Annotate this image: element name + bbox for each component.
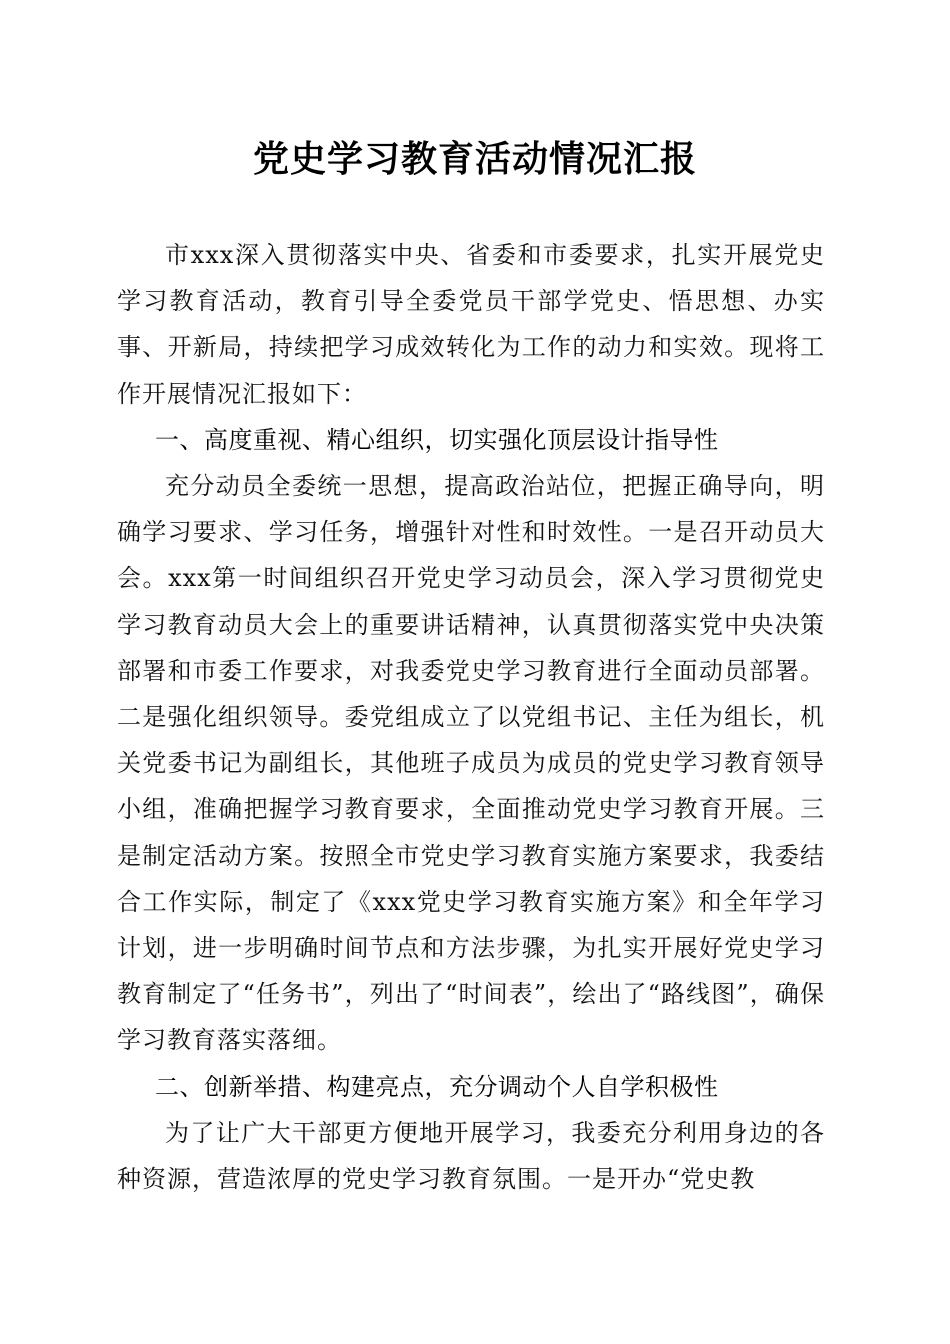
document-body [117, 232, 825, 1202]
intro-paragraph: 市xxx深入贯彻落实中央、省委和市委要求，扎实开展党史学习教育活动，教育引导全委党员干部学党史、悟思想、办实事、开新局，持续把学习成效转化为工作的动力和实效。现将工作开展情况汇报如下： [117, 241, 825, 408]
section-2-paragraph: 为了让广大干部更方便地开展学习，我委充分利用身边的各种资源，营造浓厚的党史学习教育氛围。一是开办“党史教 [117, 1118, 825, 1194]
section-heading-1: 一、高度重视、精心组织，切实强化顶层设计指导性 [155, 425, 719, 454]
section-1-paragraph: 充分动员全委统一思想，提高政治站位，把握正确导向，明确学习要求、学习任务，增强针对性和时效性。一是召开动员大会。xxx第一时间组织召开党史学习动员会，深入学习贯彻党史学习教育动员大会上的重要讲话精神，认真贯彻落实党中央决策部署和市委工作要求，对我委党史学习教育进行全面动员部署。二是强化组织领导。委党组成立了以党组书记、主任为组长，机关党委书记为副组长，其他班子成员为成员的党史学习教育领导小组，准确把握学习教育要求，全面推动党史学习教育开展。三是制定活动方案。按照全市党史学习教育实施方案要求，我委结合工作实际，制定了《xxx党史学习教育实施方案》和全年学习计划，进一步明确时间节点和方法步骤，为扎实开展好党史学习教育制定了“任务书”，列出了“时间表”，绘出了“路线图”，确保学习教育落实落细。 [117, 472, 825, 1055]
section-heading-2: 二、创新举措、构建亮点，充分调动个人自学积极性 [155, 1072, 719, 1101]
document-title: 党史学习教育活动情况汇报 [252, 138, 697, 180]
